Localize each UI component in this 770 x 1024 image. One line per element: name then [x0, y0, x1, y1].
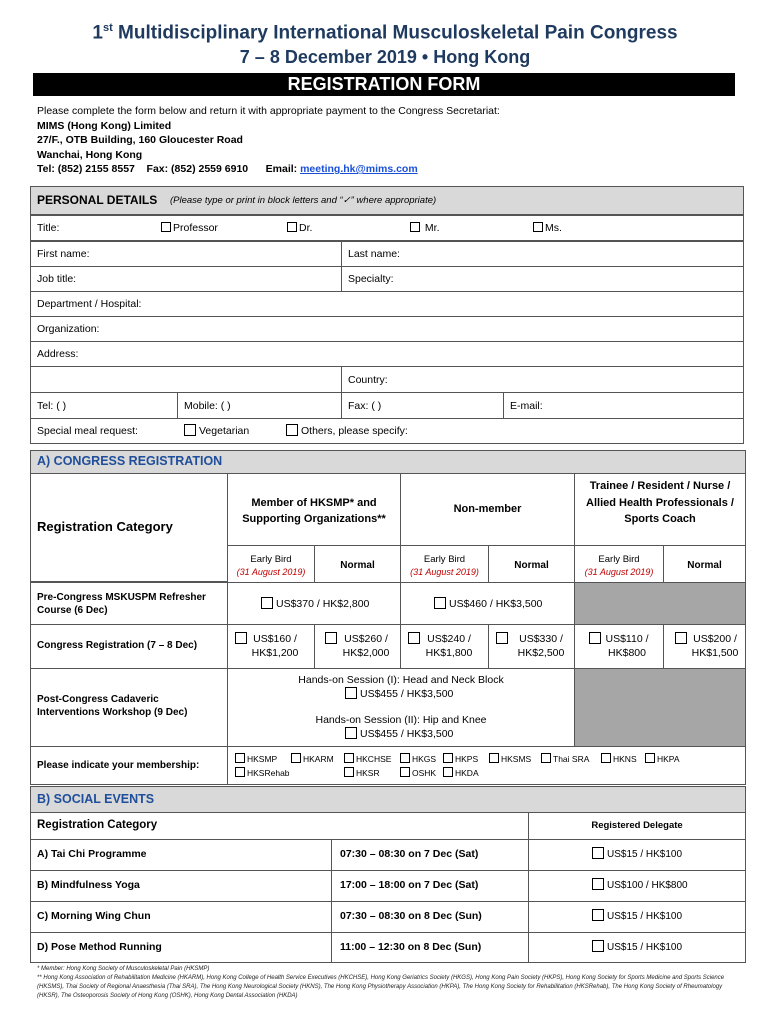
membership-option[interactable] [235, 767, 290, 778]
secretariat-name: MIMS (Hong Kong) Limited [37, 119, 172, 132]
option-label: HKCHSE [356, 754, 392, 764]
country-label: Country: [348, 374, 388, 386]
checkbox[interactable] [589, 632, 601, 644]
event-name: B) Mindfulness Yoga [37, 879, 140, 891]
option-label: HKSRehab [247, 768, 290, 778]
country-field[interactable] [341, 366, 744, 393]
checkbox[interactable] [533, 222, 543, 232]
congress-title: 1st Multidisciplinary International Musculoskeletal Pain Congress [92, 22, 678, 44]
row-congress-label: Congress Registration (7 – 8 Dec) [37, 640, 198, 651]
congress-heading: A) CONGRESS REGISTRATION [37, 454, 223, 468]
footnote-member: * Member: Hong Kong Society of Musculoskeletal Pain (HKSMP) [37, 966, 210, 972]
checkbox[interactable] [496, 632, 508, 644]
normal-label: Normal [340, 560, 375, 571]
registered-delegate-heading: Registered Delegate [591, 820, 683, 831]
footnote-organizations: ** Hong Kong Association of Rehabilitation Medicine (HKARM), Hong Kong College of Health Service Executives (HKCHSE), Hong Kong Geriatrics Society (HKGS), Hong Kong Pain Society (HKPS), Hong Kong Society for Sports Medicine and Sports Science (HKSMS), Thai Society of Regional Anaesthesia (Thai SRA), The Hong Kong Neurological Society (HKNS), The Hong Kong Physiotherapy Association (HKPA), The Hong Kong Society for Rehabilitation (HKSRehab), The Hong Kong Society of Rheumatology (HKSR), The Osteoporosis Society of Hong Kong (OSHK), Hong Kong Dental Association (HKDA) [37, 975, 725, 999]
member-col-label: Member of HKSMP* and Supporting Organizations** [242, 497, 386, 525]
price: US$240 / HK$1,800 [425, 633, 473, 659]
title-option-dr[interactable] [287, 222, 312, 234]
price: US$100 / HK$800 [607, 880, 688, 891]
department-label: Department / Hospital: [37, 298, 142, 310]
option-label: Ms. [545, 222, 562, 234]
membership-option[interactable] [291, 753, 334, 764]
option-label: HKSMP [247, 754, 278, 764]
social-category-heading: Registration Category [37, 819, 158, 831]
organization-field[interactable] [30, 316, 744, 342]
checkbox[interactable] [592, 909, 604, 921]
social-heading: B) SOCIAL EVENTS [37, 792, 155, 806]
price: US$15 / HK$100 [607, 849, 683, 860]
membership-option[interactable] [400, 753, 436, 764]
checkbox[interactable] [443, 753, 453, 763]
checkbox[interactable] [235, 632, 247, 644]
membership-option[interactable] [235, 753, 277, 764]
price: US$370 / HK$2,800 [276, 598, 370, 610]
session-1-label: Hands-on Session (I): Head and Neck Block [298, 674, 504, 686]
tel-label: Tel: ( ) [37, 400, 67, 412]
row-precongress-member-option[interactable] [261, 597, 369, 610]
membership-option[interactable] [443, 753, 478, 764]
checkbox[interactable] [443, 767, 453, 777]
checkbox[interactable] [592, 847, 604, 859]
checkbox[interactable] [286, 424, 298, 436]
checkbox[interactable] [601, 753, 611, 763]
membership-option[interactable] [601, 753, 637, 764]
nonmember-col-label: Non-member [453, 503, 522, 515]
membership-option[interactable] [541, 753, 589, 764]
session-2-option[interactable] [345, 727, 453, 740]
title-option-mr[interactable] [410, 222, 440, 234]
checkbox[interactable] [291, 753, 301, 763]
option-label: HKNS [613, 754, 637, 764]
option-label: Professor [173, 222, 218, 234]
address-line-2-field[interactable] [30, 366, 342, 393]
price-option[interactable] [325, 632, 392, 660]
option-label: HKPS [455, 754, 479, 764]
specialty-field[interactable] [341, 266, 744, 292]
meal-vegetarian[interactable] [184, 424, 249, 437]
checkbox[interactable] [645, 753, 655, 763]
price: US$455 / HK$3,500 [360, 728, 454, 740]
secretariat-address-2: Wanchai, Hong Kong [37, 148, 143, 161]
normal-label: Normal [514, 560, 549, 571]
event-price-option[interactable] [592, 878, 688, 891]
job-title-label: Job title: [37, 273, 77, 285]
checkbox[interactable] [235, 767, 245, 777]
secretariat-email-link[interactable]: meeting.hk@mims.com [300, 163, 418, 175]
event-price-option[interactable] [592, 847, 682, 860]
secretariat-fax: Fax: (852) 2559 6910 [146, 163, 249, 175]
checkbox[interactable] [592, 940, 604, 952]
option-label: Others, please specify: [301, 425, 408, 437]
membership-option[interactable] [489, 753, 531, 764]
row-postcongress-na-cell [574, 668, 746, 747]
option-label: Thai SRA [553, 754, 590, 764]
row-precongress-nonmember-option[interactable] [434, 597, 542, 610]
trainee-col-label: Trainee / Resident / Nurse / Allied Health Professionals / Sports Coach [586, 480, 734, 525]
option-label: HKSMS [501, 754, 532, 764]
checkbox[interactable] [541, 753, 551, 763]
checkbox[interactable] [161, 222, 171, 232]
option-label: HKPA [657, 754, 680, 764]
option-label: OSHK [412, 768, 437, 778]
title-label: Title: [37, 222, 60, 234]
membership-label: Please indicate your membership: [37, 760, 200, 771]
price: US$200 / HK$1,500 [691, 633, 739, 659]
price-option[interactable] [675, 632, 740, 660]
personal-details-heading: PERSONAL DETAILS [37, 193, 158, 207]
specialty-label: Specialty: [348, 273, 394, 285]
option-label: HKARM [303, 754, 334, 764]
price: US$330 / HK$2,500 [517, 633, 565, 659]
checkbox[interactable] [489, 753, 499, 763]
personal-details-note: (Please type or print in block letters and “✓” where appropriate) [170, 195, 437, 206]
checkbox[interactable] [261, 597, 273, 609]
checkbox[interactable] [675, 632, 687, 644]
event-price-option[interactable] [592, 909, 682, 922]
checkbox[interactable] [400, 753, 410, 763]
event-price-option[interactable] [592, 940, 682, 953]
price-option[interactable] [235, 632, 300, 660]
price: US$15 / HK$100 [607, 911, 683, 922]
checkbox[interactable] [345, 727, 357, 739]
row-precongress-na-cell [574, 582, 746, 625]
fax-label: Fax: ( ) [348, 400, 382, 412]
event-name: D) Pose Method Running [37, 941, 162, 953]
intro-block [37, 104, 500, 177]
session-2-label: Hands-on Session (II): Hip and Knee [315, 714, 487, 726]
mobile-label: Mobile: ( ) [184, 400, 231, 412]
last-name-label: Last name: [348, 248, 400, 260]
checkbox[interactable] [592, 878, 604, 890]
checkbox[interactable] [345, 687, 357, 699]
email-label: E-mail: [510, 400, 543, 412]
option-label: HKDA [455, 768, 479, 778]
title-option-professor[interactable] [161, 222, 218, 234]
form-banner: REGISTRATION FORM [33, 73, 735, 96]
address-field[interactable] [30, 341, 744, 367]
price: US$455 / HK$3,500 [360, 688, 454, 700]
meal-label: Special meal request: [37, 425, 138, 437]
first-name-label: First name: [37, 248, 90, 260]
early-bird-label: Early Bird (31 August 2019) [410, 554, 479, 577]
checkbox[interactable] [287, 222, 297, 232]
job-title-field[interactable] [30, 266, 342, 292]
price-option[interactable] [589, 632, 650, 660]
membership-options-cell [227, 746, 746, 785]
title-row [30, 215, 744, 241]
checkbox[interactable] [344, 753, 354, 763]
row-precongress-label: Pre-Congress MSKUSPM Refresher Course (6 Dec) [37, 592, 206, 616]
last-name-field[interactable] [341, 241, 744, 267]
price-option[interactable] [496, 632, 571, 660]
option-label: HKGS [412, 754, 437, 764]
option-label: Vegetarian [199, 425, 250, 437]
event-time: 07:30 – 08:30 on 7 Dec (Sat) [340, 848, 479, 860]
event-time: 17:00 – 18:00 on 7 Dec (Sat) [340, 879, 479, 891]
checkbox[interactable] [184, 424, 196, 436]
option-label: Mr. [424, 222, 440, 234]
price: US$15 / HK$100 [607, 942, 683, 953]
event-time: 07:30 – 08:30 on 8 Dec (Sun) [340, 910, 482, 922]
membership-option[interactable] [400, 767, 436, 778]
intro-text: Please complete the form below and return it with appropriate payment to the Congress Secretariat: [37, 105, 500, 117]
price: US$110 / HK$800 [605, 633, 649, 659]
checkbox[interactable] [325, 632, 337, 644]
early-bird-label: Early Bird (31 August 2019) [236, 554, 306, 577]
option-label: Dr. [299, 222, 313, 234]
price-option[interactable] [408, 632, 475, 660]
secretariat-tel: Tel: (852) 2155 8557 [37, 163, 135, 175]
event-name: A) Tai Chi Programme [37, 848, 147, 860]
membership-option[interactable] [344, 767, 380, 778]
category-heading: Registration Category [37, 519, 173, 534]
checkbox[interactable] [408, 632, 420, 644]
option-label: HKSR [356, 768, 380, 778]
membership-option[interactable] [443, 767, 479, 778]
meal-others[interactable] [286, 424, 408, 437]
row-postcongress-label: Post-Congress Cadaveric Interventions Workshop (9 Dec) [37, 694, 188, 718]
price: US$160 / HK$1,200 [251, 633, 299, 659]
session-1-option[interactable] [345, 687, 453, 700]
address-label: Address: [37, 348, 79, 360]
organization-label: Organization: [37, 323, 100, 335]
checkbox[interactable] [400, 767, 410, 777]
checkbox[interactable] [344, 767, 354, 777]
checkbox[interactable] [410, 222, 420, 232]
membership-option[interactable] [645, 753, 680, 764]
checkbox[interactable] [235, 753, 245, 763]
early-bird-label: Early Bird (31 August 2019) [584, 554, 654, 577]
event-time: 11:00 – 12:30 on 8 Dec (Sun) [340, 941, 482, 953]
membership-option[interactable] [344, 753, 391, 764]
congress-subtitle: 7 – 8 December 2019 • Hong Kong [239, 47, 531, 67]
checkbox[interactable] [434, 597, 446, 609]
price: US$460 / HK$3,500 [449, 598, 543, 610]
title-option-ms[interactable] [533, 222, 562, 234]
email-label: Email: [265, 163, 301, 175]
normal-label: Normal [687, 560, 722, 571]
secretariat-address-1: 27/F., OTB Building, 160 Gloucester Road [37, 134, 243, 146]
event-name: C) Morning Wing Chun [37, 910, 151, 922]
price: US$260 / HK$2,000 [342, 633, 390, 659]
